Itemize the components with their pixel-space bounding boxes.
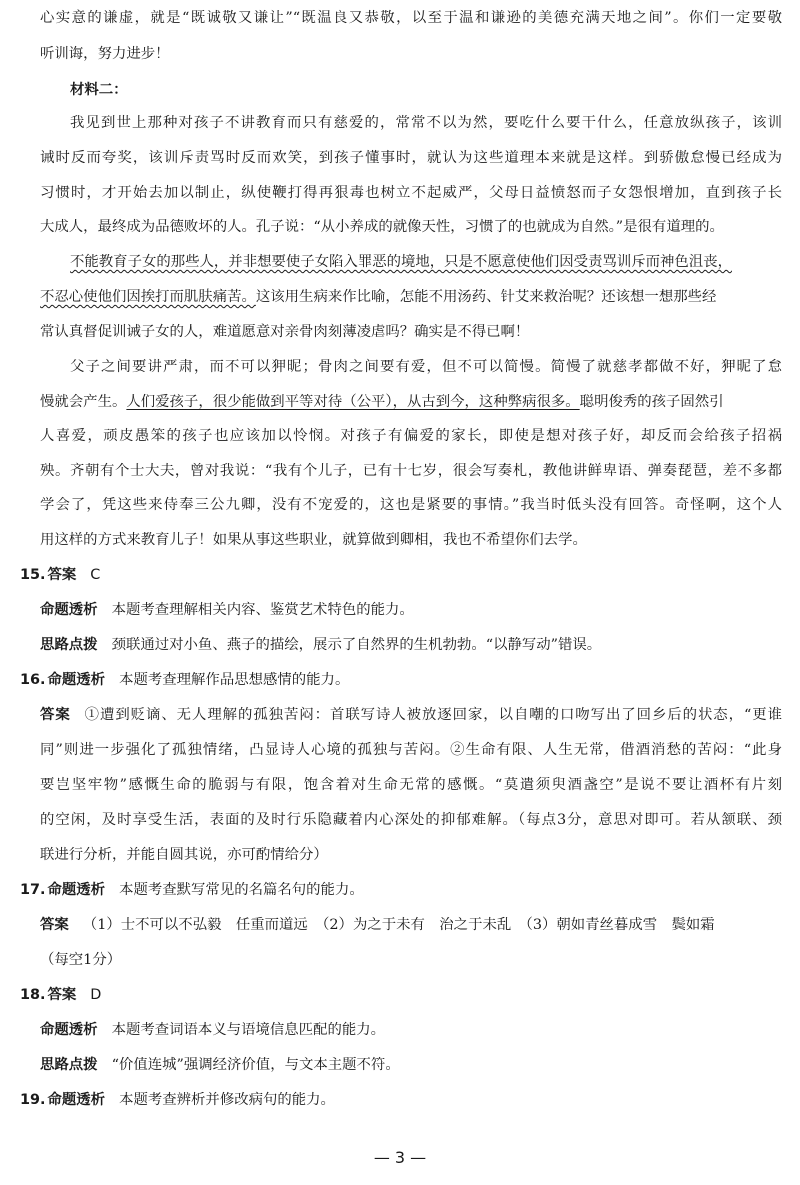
- analysis-text: 本题考查词语本义与语境信息匹配的能力。: [111, 1022, 386, 1038]
- analysis-label: 命题透析: [40, 602, 98, 618]
- answer-label: 答案: [40, 707, 71, 723]
- paragraph-line: [40, 390, 724, 414]
- question-number: 16.: [20, 672, 46, 688]
- tip-text: 颈联通过对小鱼、燕子的描绘，展示了自然界的生机勃勃。“以静写动”错误。: [111, 637, 602, 653]
- question-number: 17.: [20, 882, 46, 898]
- underlined-sentence: 不忍心使他们因挨打而肌肤痛苦。: [40, 289, 256, 305]
- page-number: — 3 —: [373, 1148, 427, 1167]
- question-15: [20, 563, 100, 587]
- question-16: [20, 668, 349, 692]
- answer-line: [40, 913, 715, 937]
- paragraph-line: 殃。齐朝有个士大夫，曾对我说：“我有个儿子，已有十七岁，很会写奏札，教他讲鲜卑语、弹奏琵琶，差不多都: [40, 463, 782, 479]
- paragraph-text: 聪明俊秀的孩子固然引: [579, 394, 724, 410]
- analysis-line: [40, 598, 414, 622]
- tip-label: 思路点拨: [40, 1057, 98, 1073]
- answer-value: D: [90, 987, 102, 1003]
- paragraph-text: 慢就会产生。: [40, 394, 127, 410]
- tip-label: 思路点拨: [40, 637, 98, 653]
- answer-text: （1）士不可以不弘毅 任重而道远 （2）为之于未有 治之于未乱 （3）朝如青丝暮成雪 鬓如霜: [82, 917, 715, 933]
- underlined-sentence: 人们爱孩子，很少能做到平等对待（公平），从古到今，这种弊病很多。: [126, 394, 580, 410]
- answer-text: ①遭到贬谪、无人理解的孤独苦闷：首联写诗人被放逐回家，以自嘲的口吻写出了回乡后的状态，“更谁: [84, 707, 782, 723]
- answer-label: 答案: [47, 987, 77, 1003]
- answer-label: 答案: [47, 567, 77, 583]
- material-two-heading: 材料二：: [70, 82, 128, 98]
- tip-line: [40, 1053, 400, 1077]
- analysis-line: [40, 1018, 385, 1042]
- answer-line: 的空闲，及时享受生活，表面的及时行乐隐藏着内心深处的抑郁难解。（每点3分，意思对即可。若从颔联、颈: [40, 812, 782, 828]
- question-number: 18.: [20, 987, 46, 1003]
- paragraph-line: 我见到世上那种对孩子不讲教育而只有慈爱的，常常不以为然，要吃什么要干什么，任意放纵孩子，该训: [70, 115, 782, 131]
- question-19: [20, 1088, 335, 1112]
- question-18: [20, 983, 101, 1007]
- analysis-label: 命题透析: [40, 1022, 98, 1038]
- material-one-line: 心实意的谦虚，就是“既诚敬又谦让”“既温良又恭敬，以至于温和谦逊的美德充满天地之间”。你们一定要敬: [40, 10, 782, 26]
- paragraph-line: 用这样的方式来教育儿子！如果从事这些职业，就算做到卿相，我也不希望你们去学。: [40, 532, 587, 548]
- paragraph-line: 常认真督促训诫子女的人，难道愿意对亲骨肉刻薄凌虐吗？确实是不得已啊！: [40, 324, 530, 340]
- question-17: [20, 878, 364, 902]
- paragraph-line: [40, 285, 716, 309]
- analysis-label: 命题透析: [47, 1092, 106, 1108]
- answer-value: C: [90, 567, 101, 583]
- paragraph-line: 人喜爱，顽皮愚笨的孩子也应该加以怜悯。对孩子有偏爱的家长，即使是想对孩子好，却反而会给孩子招祸: [40, 428, 782, 444]
- paragraph-line: 父子之间要讲严肃，而不可以狎昵；骨肉之间要有爱，但不可以简慢。简慢了就慈孝都做不好，狎昵了怠: [70, 359, 782, 375]
- answer-line: 同”则进一步强化了孤独情绪，凸显诗人心境的孤独与苦闷。②生命有限、人生无常，借酒消愁的苦闷：“此身: [40, 742, 782, 758]
- analysis-label: 命题透析: [47, 672, 106, 688]
- answer-line: [40, 703, 782, 727]
- paragraph-line: 习惯时，才开始去加以制止，纵使鞭打得再狠毒也树立不起威严，父母日益愤怒而子女怨恨增加，直到孩子长: [40, 185, 782, 201]
- paragraph-line: 诫时反而夸奖，该训斥责骂时反而欢笑，到孩子懂事时，就认为这些道理本来就是这样。到骄傲怠慢已经成为: [40, 150, 782, 166]
- answer-label: 答案: [40, 917, 69, 933]
- analysis-label: 命题透析: [47, 882, 106, 898]
- analysis-text: 本题考查理解相关内容、鉴赏艺术特色的能力。: [111, 602, 414, 618]
- answer-note: （每空1分）: [40, 952, 122, 968]
- answer-line: 联进行分析，并能自圆其说，亦可酌情给分）: [40, 847, 328, 863]
- question-number: 15.: [20, 567, 46, 583]
- answer-line: 要岂坚牢物”感慨生命的脆弱与有限，饱含着对生命无常的感慨。“莫遣须臾酒盏空”是说不要让酒杯有片刻: [40, 777, 782, 793]
- analysis-text: 本题考查理解作品思想感情的能力。: [119, 672, 350, 688]
- analysis-text: 本题考查默写常见的名篇名句的能力。: [119, 882, 364, 898]
- analysis-text: 本题考查辨析并修改病句的能力。: [119, 1092, 335, 1108]
- material-one-line: 听训诲，努力进步！: [40, 46, 170, 62]
- tip-text: “价值连城”强调经济价值，与文本主题不符。: [111, 1057, 400, 1073]
- paragraph-line: 学会了，凭这些来侍奉三公九卿，没有不宠爱的，这也是紧要的事情。”我当时低头没有回答。奇怪啊，这个人: [40, 497, 782, 513]
- paragraph-text: 这该用生病来作比喻，怎能不用汤药、针艾来救治呢？还该想一想那些经: [255, 289, 717, 305]
- question-number: 19.: [20, 1092, 46, 1108]
- tip-line: [40, 633, 601, 657]
- paragraph-line: 大成人，最终成为品德败坏的人。孔子说：“从小养成的就像天性，习惯了的也就成为自然。”是很有道理的。: [40, 219, 724, 235]
- underlined-sentence: 不能教育子女的那些人，并非想要使子女陷入罪恶的境地，只是不愿意使他们因受责骂训斥而神色沮丧，: [70, 254, 732, 270]
